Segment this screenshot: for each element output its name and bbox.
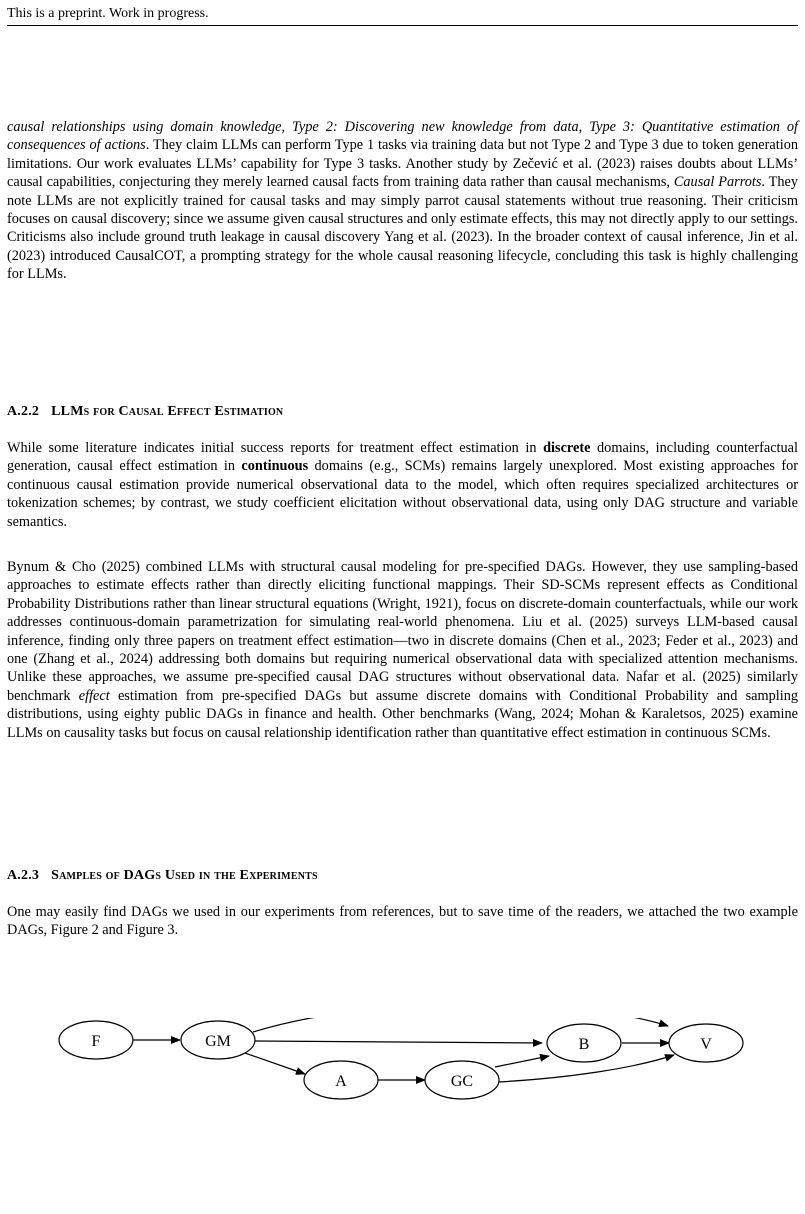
section-title: LLMs for Causal Effect Estimation [51,404,284,419]
dag-node-gc [425,1061,499,1099]
text: . They claim LLMs can perform Type 1 tasks via training data but not Type 2 and Type 3 due to token generation limitations. Our work evaluates LLMs’ capability for Type 3 tasks. Another study by Zečević et al. (2023) raises doubts about LLMs’ causal capabilities, conjecturing they merely learned causal facts from training data rather than causal mechanisms, [7,137,798,191]
dag-figure [0,1018,805,1214]
italic-text: Type 2: Discovering new knowledge from data [292,119,579,135]
paragraph-related-work [7,558,798,742]
paragraph-causal-parrots [7,118,798,284]
text: estimation from pre-specified DAGs but assume discrete domains with Conditional Probability and sampling distributions, using eighty public DAGs in finance and health. Other benchmarks (Wang, 2024; Mohan & Karaletsos, 2025) examine LLMs on causality tasks but focus on causal relationship identification rather than quantitative effect estimation in continuous SCMs. [7,687,798,741]
section-heading-a222 [7,403,798,421]
text: While some literature indicates initial success reports for treatment effect estimation in [7,440,544,456]
paragraph-effect-estimation [7,439,798,531]
section-heading-a223 [7,867,798,885]
dag-node-b [547,1024,621,1062]
node-label: GM [205,1033,231,1050]
text: domains (e.g., SCMs) remains largely unexplored. Most existing approaches for continuous causal estimation provide numerical observational data to the model, which often requires specialized architectures or tokenization schemes; by contrast, we study coefficient elicitation without observational data, using only DAG structure and variable semantics. [7,458,798,530]
text: , [578,119,590,135]
node-label: GC [450,1073,474,1090]
node-label: A [335,1073,347,1090]
dag-node-f [59,1021,133,1059]
dag-node-gm [181,1021,255,1059]
dag-node-v [669,1024,743,1062]
section-number: A.2.2 [7,404,40,419]
section-title: Samples of DAGs Used in the Experiments [51,868,318,883]
text: , [281,119,293,135]
node-label: F [91,1033,101,1050]
text: Bynum & Cho (2025) combined LLMs with structural causal modeling for pre-specified DAGs. However, they use sampling-based approaches to estimate effects rather than directly eliciting functional mappings. Their SD-SCMs represent effects as Conditional Probability Distributions rather than linear structural equations (Wright, 1921), focus on discrete-domain counterfactuals, while our work addresses continuous-domain parametrization for simulating real-world phenomena. Liu et al. (2025) surveys LLM-based causal inference, finding only three papers on treatment effect estimation—two in discrete domains (Chen et al., 2023; Feder et al., 2023) and one (Zhang et al., 2024) addressing both domains but requiring numerical observational data with specialized attention mechanisms. Unlike these approaches, we assume pre-specified causal DAG structures without observational data. Nafar et al. (2025) similarly benchmark [7,559,798,704]
italic-text: Type 3: Quantitative estimation of consequences of actions [7,119,798,154]
italic-text: effect [78,687,110,704]
italic-text: Causal Parrots [673,174,762,191]
text: domains, including counterfactual generation, causal effect estimation in [7,440,798,475]
edge-gm-b [255,1041,542,1043]
paragraph-dag-samples [7,903,798,940]
node-label: B [578,1036,590,1053]
edge-gc-b [495,1056,549,1067]
italic-text: causal relationships using domain knowledge [7,119,282,135]
text: One may easily find DAGs we used in our experiments from references, but to save time of the readers, we attached the two example DAGs, Figure 2 and Figure 3. [7,904,798,939]
bold-text: continuous [241,458,309,475]
preprint-header: This is a preprint. Work in progress. [7,4,798,26]
node-label: V [700,1036,712,1053]
text: . They note LLMs are not explicitly trained for causal tasks and may simply parrot causal statements without true reasoning. Their criticism focuses on causal discovery; since we assume given causal structures and only estimate effects, this may not directly apply to our settings. Criticisms also include ground truth leakage in causal discovery Yang et al. (2023). In the broader context of causal inference, Jin et al. (2023) introduced CausalCOT, a prompting strategy for the whole causal reasoning lifecycle, concluding this task is highly challenging for LLMs. [7,174,798,283]
bold-text: discrete [543,440,591,456]
section-number: A.2.3 [7,868,40,883]
edge-gm-a [245,1053,305,1074]
dag-node-a [304,1061,378,1099]
